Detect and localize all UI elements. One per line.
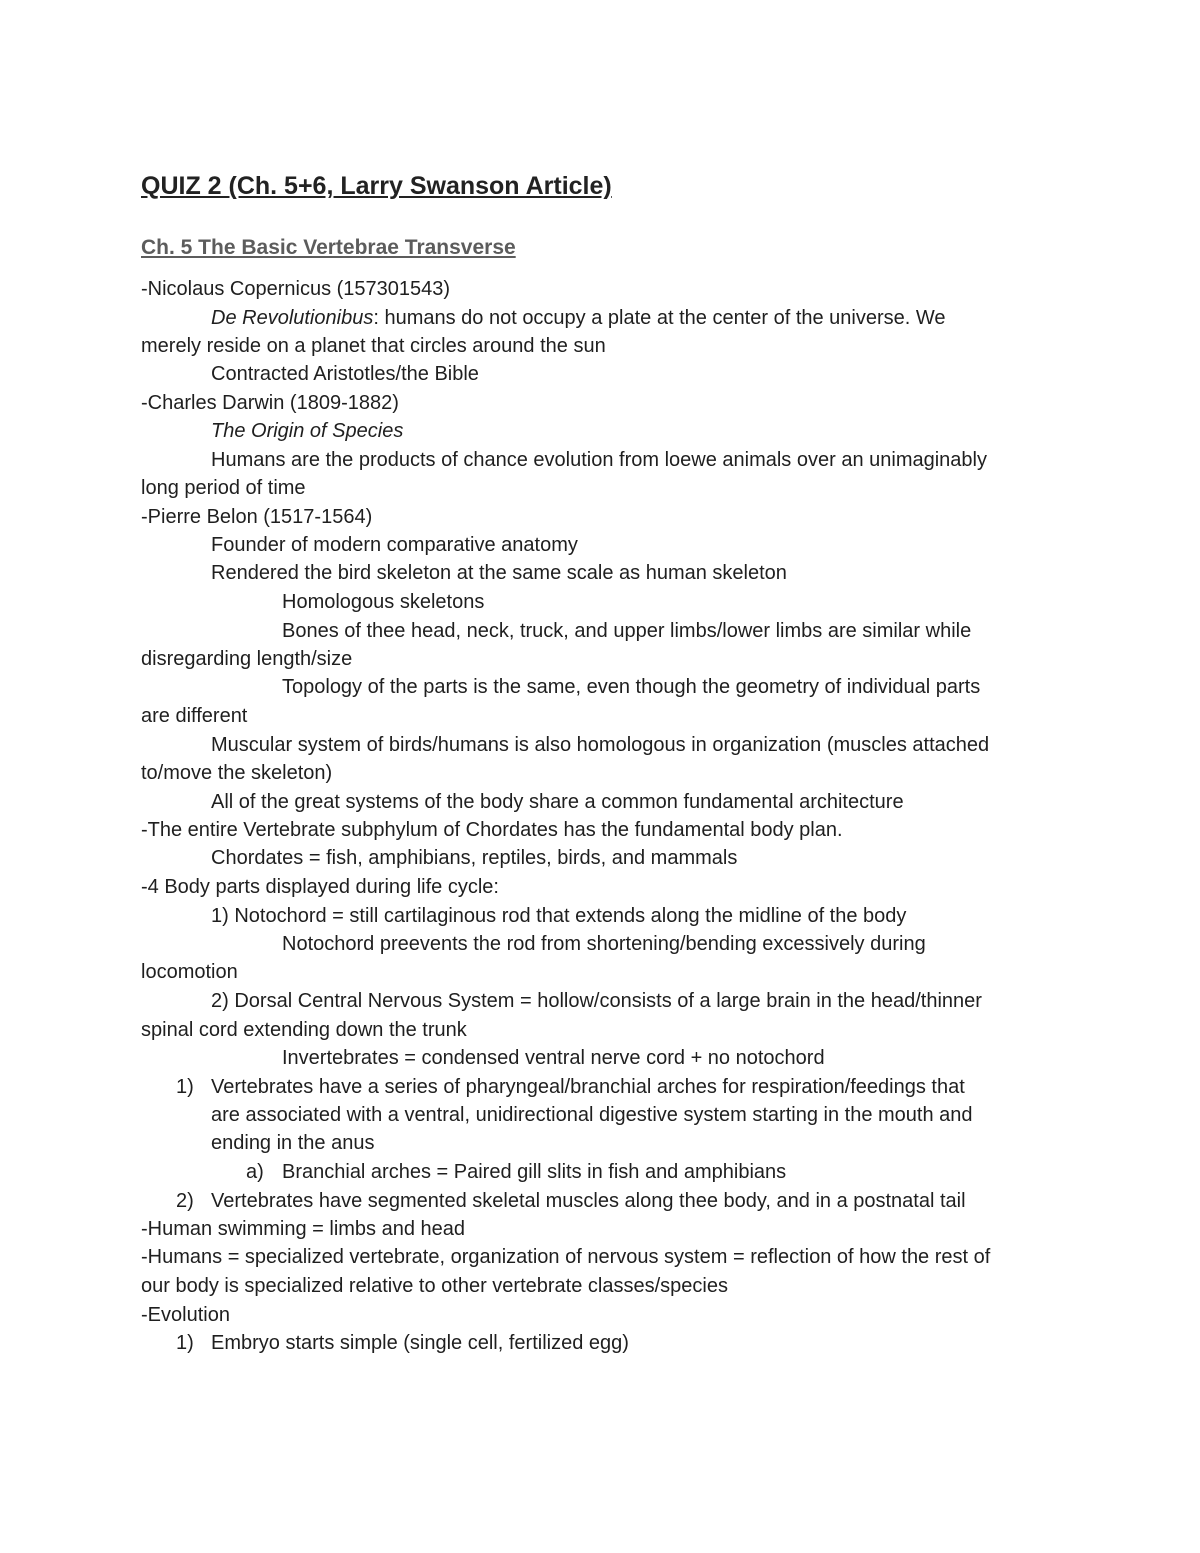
list-marker: 1) [176, 1076, 194, 1098]
list-marker: 2) [176, 1190, 194, 1212]
note-line: Notochord preevents the rod from shortening/bending excessively during [282, 933, 926, 955]
note-line: locomotion [141, 961, 238, 983]
note-line: Founder of modern comparative anatomy [211, 534, 578, 556]
list-item-continued: are associated with a ventral, unidirectional digestive system starting in the mouth and [211, 1104, 973, 1126]
note-line: Humans are the products of chance evolution from loewe animals over an unimaginably [211, 449, 987, 471]
note-line: -Humans = specialized vertebrate, organization of nervous system = reflection of how the rest of [141, 1246, 991, 1268]
note-line: Contracted Aristotles/the Bible [211, 363, 479, 385]
note-line: spinal cord extending down the trunk [141, 1019, 467, 1041]
note-line: Homologous skeletons [282, 591, 485, 613]
note-line [211, 419, 403, 443]
note-line: -Pierre Belon (1517-1564) [141, 506, 373, 528]
list-item: Vertebrates have segmented skeletal muscles along thee body, and in a postnatal tail [211, 1190, 966, 1212]
list-marker: 1) [176, 1332, 194, 1354]
note-line: are different [141, 705, 248, 727]
note-line: -4 Body parts displayed during life cycle: [141, 876, 499, 898]
book-title: The Origin of Species [211, 420, 404, 442]
list-item: Branchial arches = Paired gill slits in fish and amphibians [282, 1161, 787, 1183]
list-marker: a) [246, 1161, 264, 1183]
note-line: Invertebrates = condensed ventral nerve cord + no notochord [282, 1047, 825, 1069]
note-line: -The entire Vertebrate subphylum of Chordates has the fundamental body plan. [141, 819, 843, 841]
list-item-continued: ending in the anus [211, 1132, 375, 1154]
note-line: -Evolution [141, 1304, 230, 1326]
note-line: De Revolutionibus: humans do not occupy a plate at the center of the universe. We [211, 307, 946, 329]
note-line: -Human swimming = limbs and head [141, 1218, 466, 1240]
list-item: Vertebrates have a series of pharyngeal/branchial arches for respiration/feedings that [211, 1076, 965, 1098]
list-item: Embryo starts simple (single cell, fertilized egg) [211, 1332, 629, 1354]
note-line: Chordates = fish, amphibians, reptiles, birds, and mammals [211, 847, 738, 869]
note-line: disregarding length/size [141, 648, 353, 670]
note-line: -Charles Darwin (1809-1882) [141, 392, 399, 414]
note-line: Topology of the parts is the same, even though the geometry of individual parts [282, 676, 981, 698]
note-line: All of the great systems of the body share a common fundamental architecture [211, 791, 904, 813]
note-line: Muscular system of birds/humans is also homologous in organization (muscles attached [211, 734, 990, 756]
note-line: our body is specialized relative to other vertebrate classes/species [141, 1275, 728, 1297]
book-title: De Revolutionibus [211, 307, 374, 329]
note-line: 1) Notochord = still cartilaginous rod that extends along the midline of the body [211, 905, 907, 927]
note-line: merely reside on a planet that circles around the sun [141, 335, 606, 357]
note-line: Bones of thee head, neck, truck, and upper limbs/lower limbs are similar while [282, 620, 972, 642]
note-line: long period of time [141, 477, 306, 499]
note-line: Rendered the bird skeleton at the same scale as human skeleton [211, 562, 787, 584]
section-heading: Ch. 5 The Basic Vertebrae Transverse [141, 236, 516, 259]
note-line: to/move the skeleton) [141, 762, 333, 784]
note-line: 2) Dorsal Central Nervous System = hollow/consists of a large brain in the head/thinner [211, 990, 982, 1012]
page-title: QUIZ 2 (Ch. 5+6, Larry Swanson Article) [141, 172, 612, 200]
note-line: -Nicolaus Copernicus (157301543) [141, 278, 451, 300]
